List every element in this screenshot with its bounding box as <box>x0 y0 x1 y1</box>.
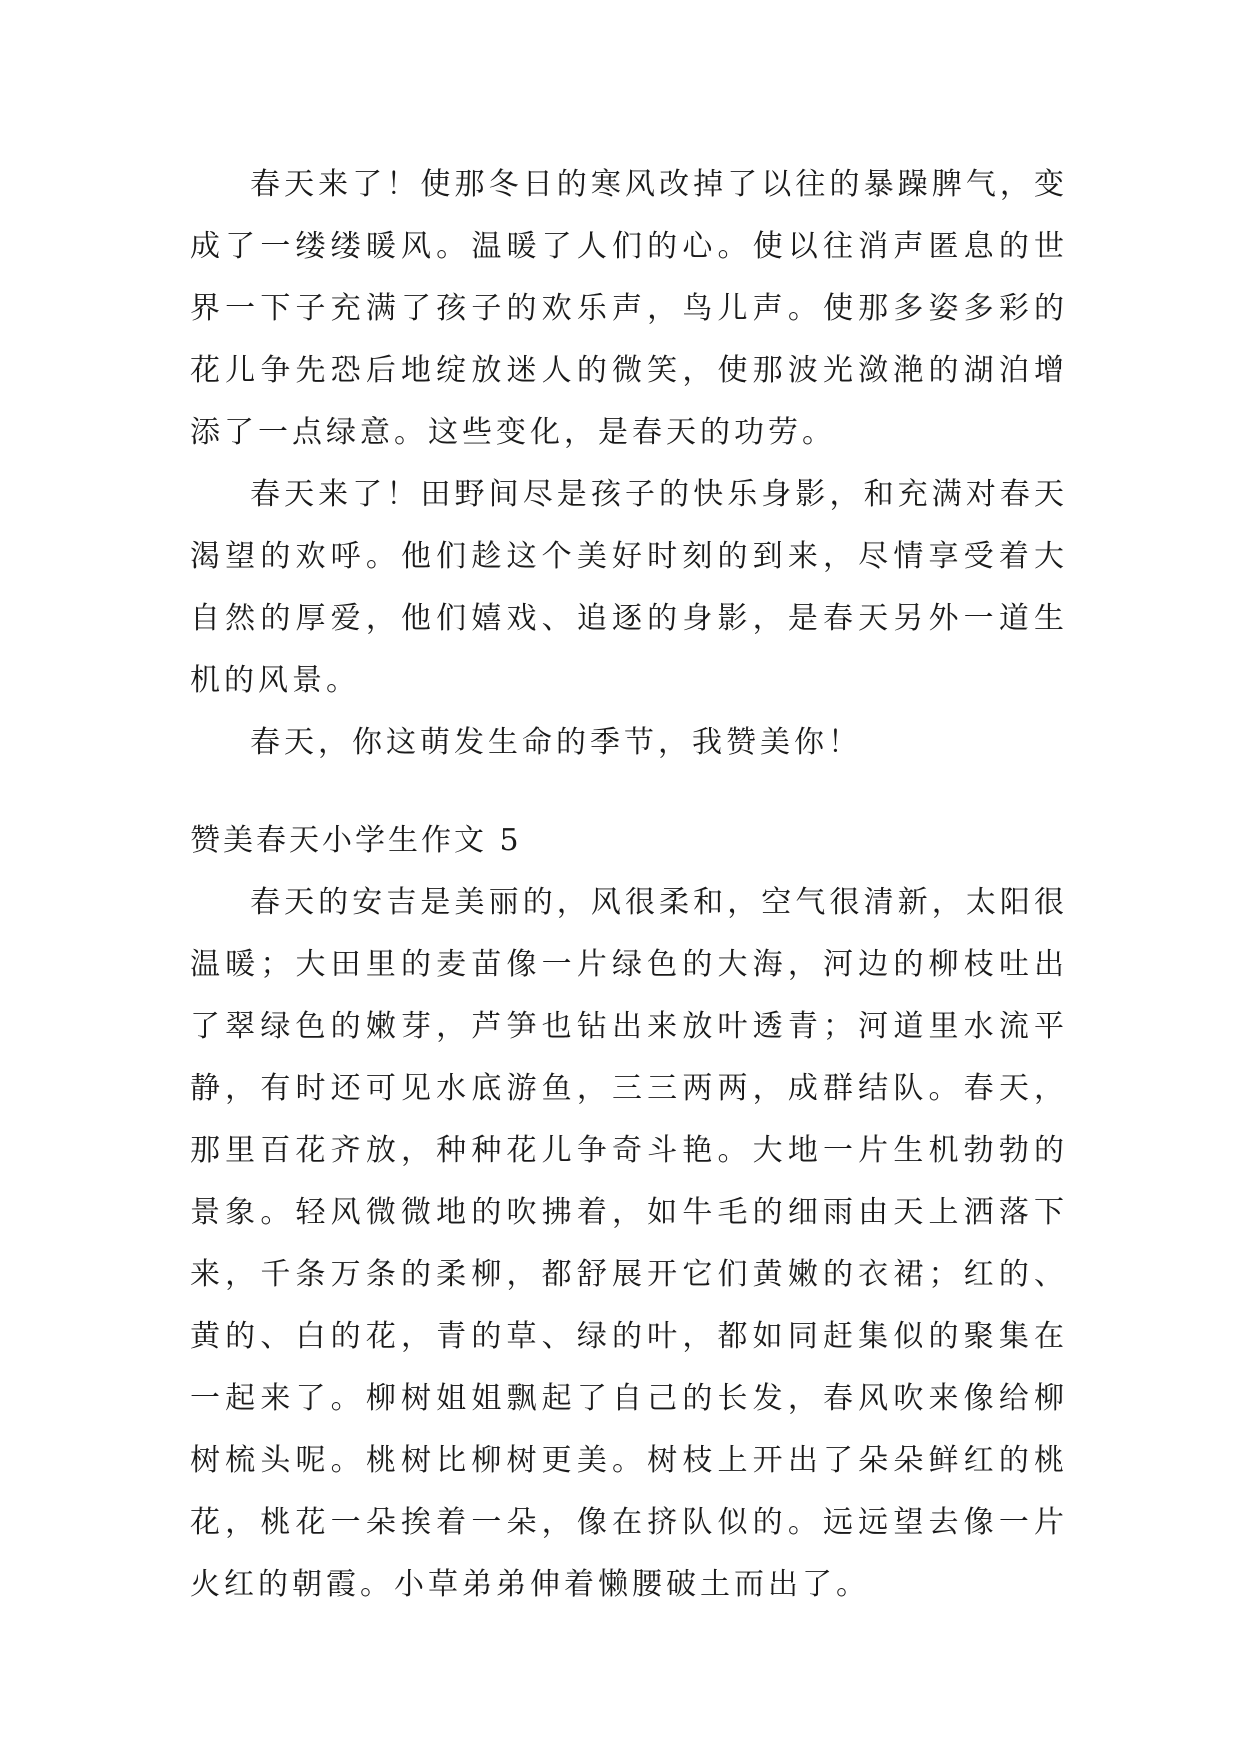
paragraph-spring-arrives-1: 春天来了！使那冬日的寒风改掉了以往的暴躁脾气，变成了一缕缕暖风。温暖了人们的心。使以往消声匿息的世界一下子充满了孩子的欢乐声，鸟儿声。使那多姿多彩的花儿争先恐后地绽放迷人的微笑，使那波光潋滟的湖泊增添了一点绿意。这些变化，是春天的功劳。 <box>190 167 1068 450</box>
document-page <box>190 154 1068 1616</box>
paragraph-spring-arrives-2: 春天来了！田野间尽是孩子的快乐身影，和充满对春天渴望的欢呼。他们趁这个美好时刻的到来，尽情享受着大自然的厚爱，他们嬉戏、追逐的身影，是春天另外一道生机的风景。 <box>190 477 1068 698</box>
paragraph-anji-spring: 春天的安吉是美丽的，风很柔和，空气很清新，太阳很温暖；大田里的麦苗像一片绿色的大海，河边的柳枝吐出了翠绿色的嫩芽，芦笋也钻出来放叶透青；河道里水流平静，有时还可见水底游鱼，三三两两，成群结队。春天，那里百花齐放，种种花儿争奇斗艳。大地一片生机勃勃的景象。轻风微微地的吹拂着，如牛毛的细雨由天上洒落下来，千条万条的柔柳，都舒展开它们黄嫩的衣裙；红的、黄的、白的花，青的草、绿的叶，都如同赶集似的聚集在一起来了。柳树姐姐飘起了自己的长发，春风吹来像给柳树梳头呢。桃树比柳树更美。树枝上开出了朵朵鲜红的桃花，桃花一朵挨着一朵，像在挤队似的。远远望去像一片火红的朝霞。小草弟弟伸着懒腰破土而出了。 <box>190 885 1068 1602</box>
paragraph-praise-spring: 春天，你这萌发生命的季节，我赞美你！ <box>250 725 862 760</box>
section-heading: 赞美春天小学生作文 5 <box>190 823 522 858</box>
